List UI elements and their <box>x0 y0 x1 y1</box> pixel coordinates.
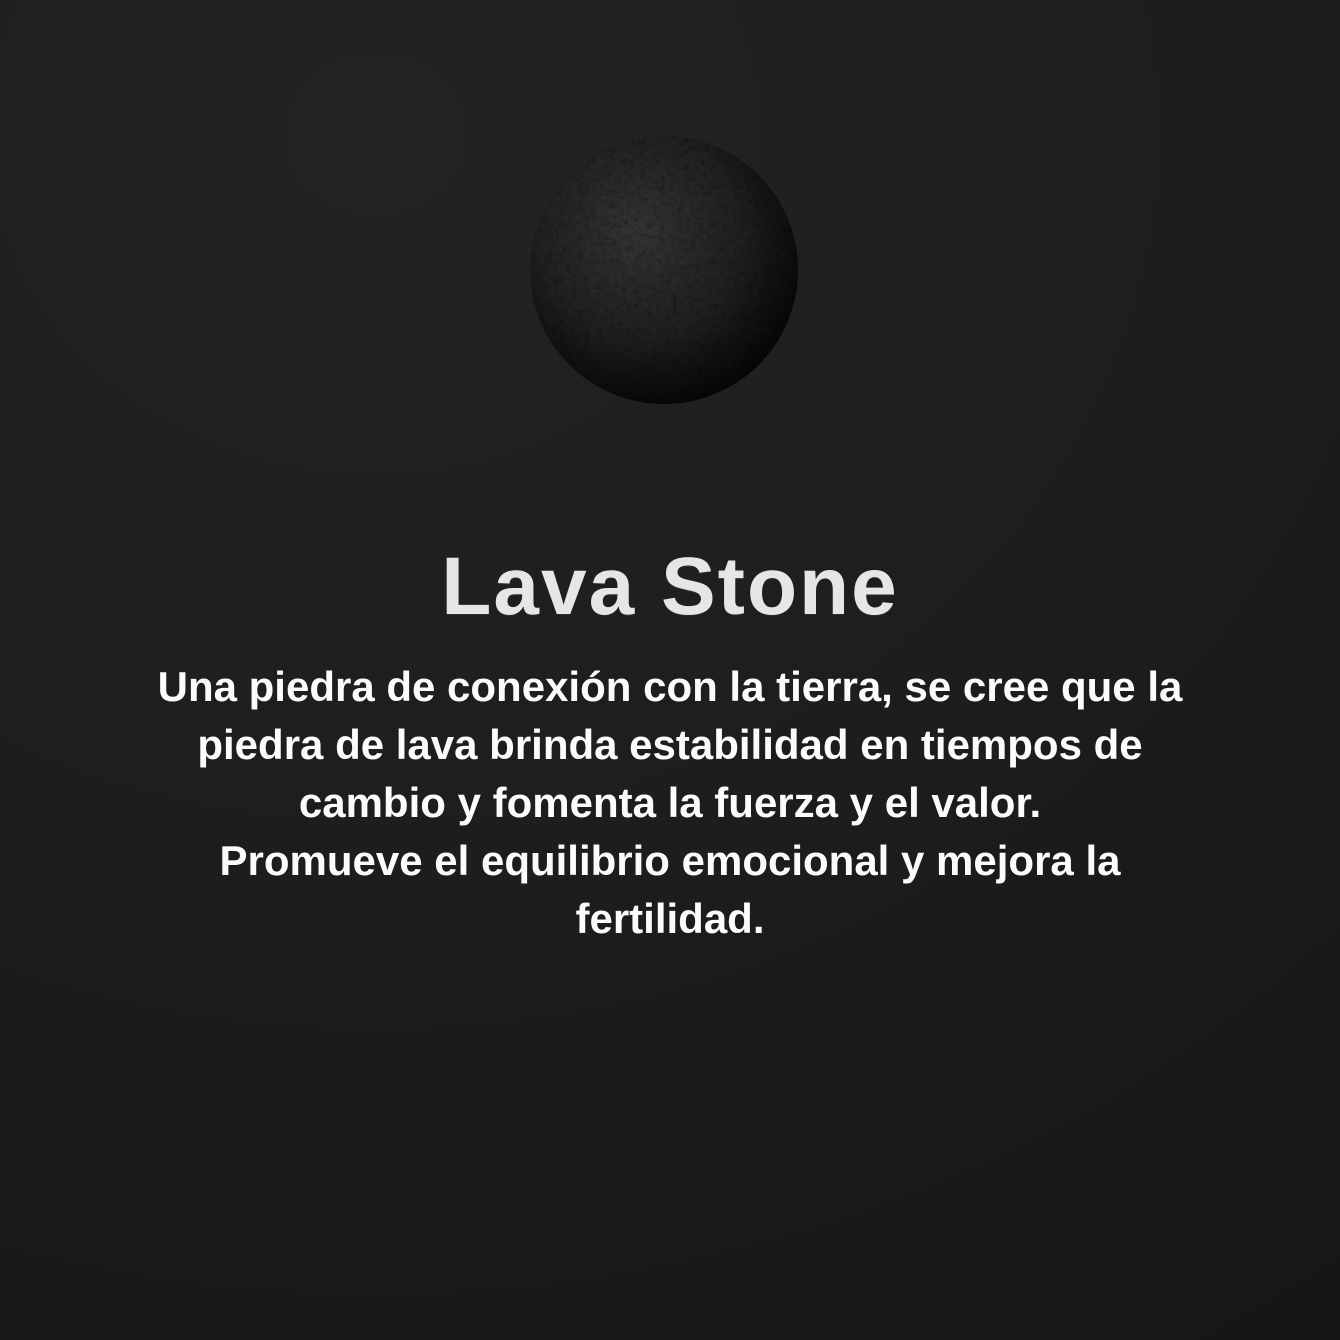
description-line: Una piedra de conexión con la tierra, se cree que la <box>157 663 1183 710</box>
page-title: Lava Stone <box>441 541 899 632</box>
description-line: fertilidad. <box>575 895 765 942</box>
description-paragraph <box>0 658 1340 948</box>
lava-stone-sphere-graphic <box>528 134 800 406</box>
lava-stone-image <box>528 134 800 406</box>
description-line: piedra de lava brinda estabilidad en tiempos de <box>197 721 1143 768</box>
description-line: Promueve el equilibrio emocional y mejora la <box>219 837 1121 884</box>
description-line: cambio y fomenta la fuerza y el valor. <box>298 779 1042 826</box>
